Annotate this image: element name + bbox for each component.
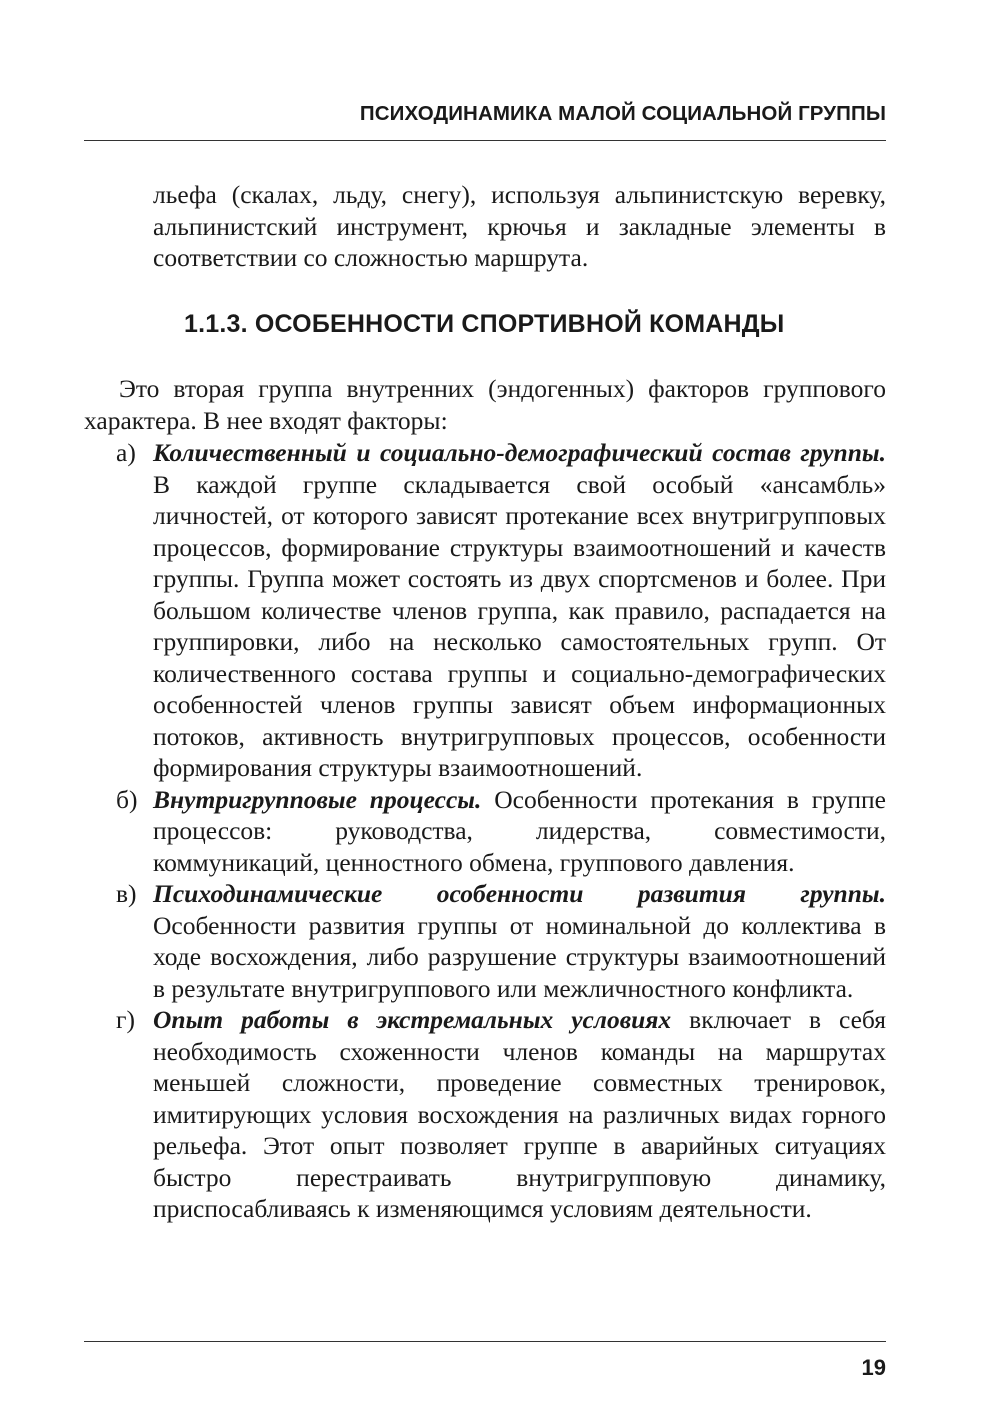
section-title: 1.1.3. ОСОБЕННОСТИ СПОРТИВНОЙ КОМАНДЫ	[184, 310, 785, 338]
list-item-term: Опыт работы в экстремальных условиях	[153, 1005, 672, 1034]
list-item-text: включает в себя необходимость схоженности членов команды на маршрутах меньшей сложности, проведение совместных тренировок, имитирующих условия восхождения на различных видах горного рельефа. Этот опыт позволяет группе в аварийных ситуациях быстро перестраивать внутригрупповую динамику, приспосабливаясь к изменяющимся условиям деятельности.	[153, 1005, 886, 1223]
list-marker: в)	[116, 879, 137, 908]
list-marker: б)	[116, 784, 138, 814]
list-item-text: В каждой группе складывается свой особый «ансамбль» личностей, от которого зависят протекание всех внутригрупповых процессов, формирование структуры взаимоотношений и качеств группы. Группа может состоять из двух спортсменов и более. При большом количестве членов группа, как правило, распадается на группировки, либо на несколько самостоятельных групп. От количественного состава группы и социально-демографических особенностей членов группы зависят объем информационных потоков, активность внутригрупповых процессов, особенности формирования структуры взаимоотношений.	[153, 469, 886, 782]
footer-rule	[84, 1341, 886, 1342]
list-item	[84, 437, 886, 784]
list-item-term: Количественный и социально-демографический состав группы.	[153, 438, 886, 467]
list-item	[84, 784, 886, 879]
list-item-term: Внутригрупповые процессы.	[153, 784, 482, 814]
header-rule	[84, 140, 886, 141]
list-marker: г)	[116, 1005, 135, 1034]
factors-list	[84, 437, 886, 1225]
list-marker: а)	[116, 438, 136, 467]
running-head: ПСИХОДИНАМИКА МАЛОЙ СОЦИАЛЬНОЙ ГРУППЫ	[359, 102, 886, 125]
list-item-text: Особенности развития группы от номинальной до коллектива в ходе восхождения, либо разрушение структуры взаимоотношений в результате внутригруппового или межличностного конфликта.	[153, 910, 886, 1003]
list-item-term: Психодинамические особенности развития группы.	[153, 879, 886, 908]
list-item-text: Особенности протекания в группе процессов: руководства, лидерства, совместимости, коммуникаций, ценностного обмена, группового давления.	[153, 784, 886, 877]
page-number: 19	[861, 1355, 886, 1380]
list-item	[84, 878, 886, 1004]
intro-paragraph: Это вторая группа внутренних (эндогенных) факторов группового характера. В нее входят факторы:	[84, 374, 886, 435]
continuation-paragraph: льефа (скалах, льду, снегу), используя альпинистскую веревку, альпинистский инструмент, крючья и закладные элементы в соответствии со сложностью маршрута.	[153, 180, 886, 272]
list-item	[84, 1004, 886, 1225]
